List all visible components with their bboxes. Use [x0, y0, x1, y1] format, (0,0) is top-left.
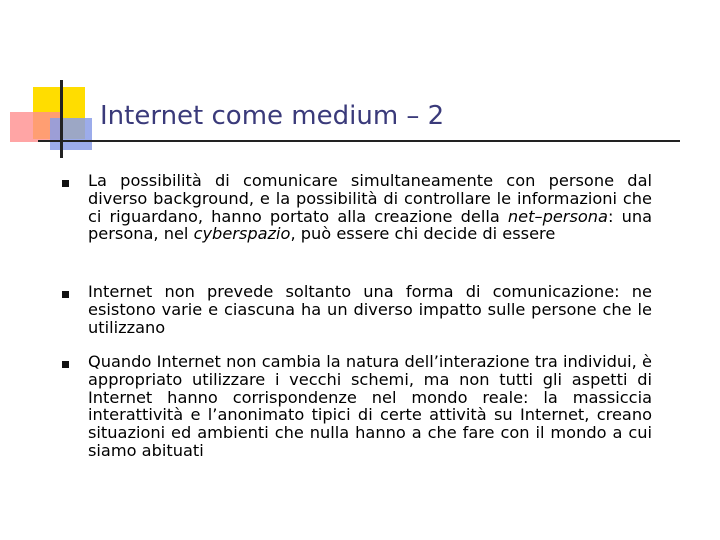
- bullet-marker-3: [62, 361, 69, 368]
- decorative-vertical-line: [60, 80, 63, 158]
- bullet-1-part-1: La possibilità di comunicare simultaneamente con persone dal diverso background, e la possibilità di controllare le informazioni che ci riguardano, hanno portato alla creazione della: [88, 171, 652, 226]
- bullet-1-part-3: , può essere chi decide di essere: [290, 224, 556, 244]
- net-persona-term: net–persona: [507, 206, 608, 226]
- decorative-blue-rectangle: [50, 118, 92, 150]
- bullet-text-3: Quando Internet non cambia la natura dell’interazione tra individui, è appropriato utilizzare i vecchi schemi, ma non tutti gli aspetti di Internet hanno corrispondenze nel mondo reale: la massiccia interattività e l’anonimato tipici di certe attività su Internet, creano situazioni ed ambienti che nulla hanno a che fare con il mondo a cui siamo abituati: [88, 352, 652, 460]
- bullet-1-part-2: : una persona, nel: [88, 206, 653, 244]
- bullet-marker-2: [62, 291, 69, 298]
- cyberspazio-term: cyberspazio: [193, 224, 291, 244]
- bullet-marker-1: [62, 180, 69, 187]
- bullet-text-1: [88, 172, 652, 243]
- slide-title: Internet come medium – 2: [100, 101, 445, 131]
- title-underline: [38, 140, 680, 142]
- bullet-text-2: Internet non prevede soltanto una forma di comunicazione: ne esistono varie e ciascuna ha un diverso impatto sulle persone che le utilizzano: [88, 282, 652, 337]
